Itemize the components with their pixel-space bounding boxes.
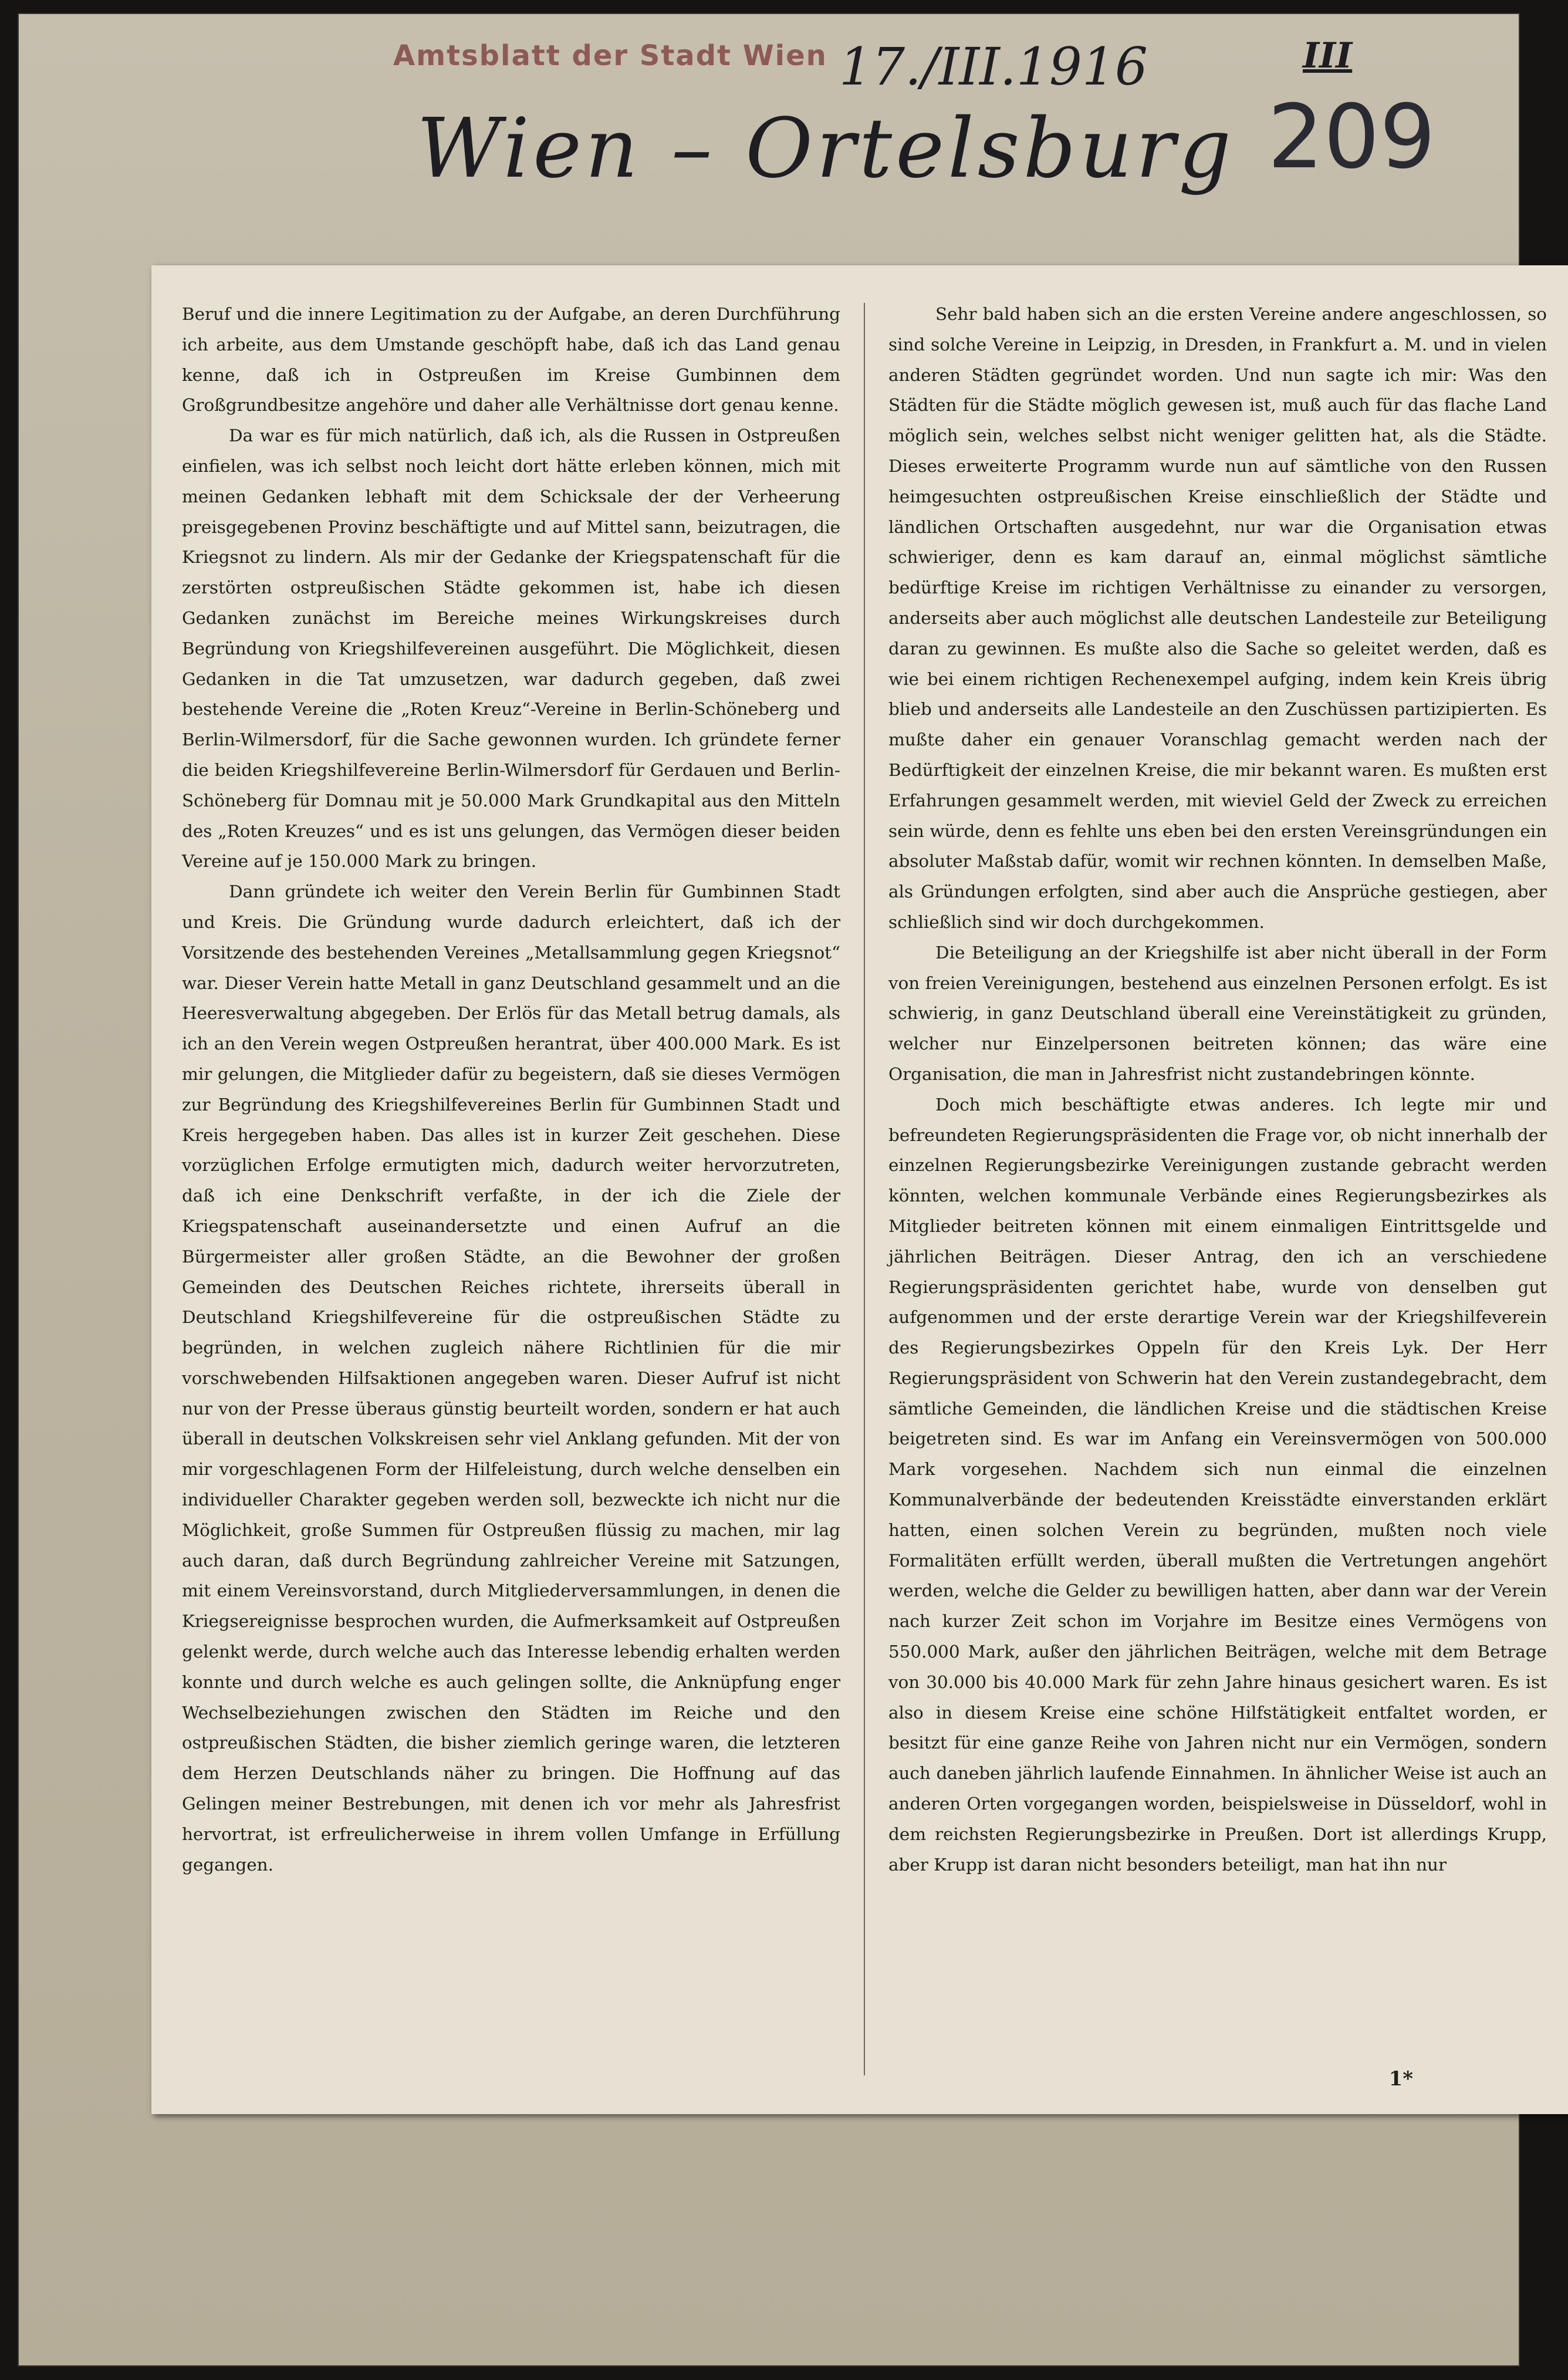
paragraph: Doch mich beschäftigte etwas anderes. Ich legte mir und befreundeten Regierungspräsidenten die Frage vor, ob nicht innerhalb der einzelnen Regierungsbezirke Vereinigungen zustande gebracht werden könnten, welchen kommunale Verbände eines Regierungsbezirkes als Mitglieder beitreten können mit einem einmaligen Eintrittsgelde und jährlichen Beiträgen. Dieser Antrag, den ich an verschiedene Regierungspräsidenten gerichtet habe, wurde von denselben gut aufgenommen und der erste derartige Verein war der Kriegshilfeverein des Regierungsbezirkes Oppeln für den Kreis Lyk. Der Herr Regierungspräsident von Schwerin hat den Verein zustandegebracht, dem sämtliche Gemeinden, die ländlichen Kreise und die städtischen Kreise beigetreten sind. Es war im Anfang ein Vereinsvermögen von 500.000 Mark vorgesehen. Nachdem sich nun einmal die einzelnen Kommunalverbände der bedeutenden Kreisstädte einverstanden erklärt hatten, einen solchen Verein zu begründen, mußten noch viele Formalitäten erfüllt werden, überall mußten die Vertretungen angehört werden, welche die Gelder zu bewilligen hatten, aber dann war der Verein nach kurzer Zeit schon im Vorjahre im Besitze eines Vermögens von 550.000 Mark, außer den jährlichen Beiträgen, welche mit dem Betrage von 30.000 bis 40.000 Mark für zehn Jahre hinaus gesichert waren. Es ist also in diesem Kreise eine schöne Hilfstätigkeit entfaltet worden, er besitzt für eine ganze Reihe von Jahren nicht nur ein Vermögen, sondern auch daneben jährlich laufende Einnahmen. In ähnlicher Weise ist auch an anderen Orten vorgegangen worden, beispielsweise in Düsseldorf, wohl in dem reichsten Regierungsbezirke in Preußen. Dort ist allerdings Krupp, aber Krupp ist daran nicht besonders beteiligt, man hat ihn nur (888, 1094, 1547, 1875)
page-mark: 1* (1388, 2067, 1413, 2091)
handwritten-place: Wien – Ortelsburg (417, 101, 1235, 197)
newspaper-clipping (151, 265, 1568, 2114)
paragraph: Dann gründete ich weiter den Verein Berlin für Gumbinnen Stadt und Kreis. Die Gründung wurde dadurch erleichtert, daß ich der Vorsitzende des bestehenden Vereines „Metallsammlung gegen Kriegsnot“ war. Dieser Verein hatte Metall in ganz Deutschland gesammelt und an die Heeresverwaltung abgegeben. Der Erlös für das Metall betrug damals, als ich an den Verein wegen Ostpreußen herantrat, über 400.000 Mark. Es ist mir gelungen, die Mitglieder dafür zu begeistern, daß sie dieses Vermögen zur Begründung des Kriegshilfevereines Berlin für Gumbinnen Stadt und Kreis hergegeben haben. Das alles ist in kurzer Zeit geschehen. Diese vorzüglichen Erfolge ermutigten mich, dadurch weiter hervorzutreten, daß ich eine Denkschrift verfaßte, in der ich die Ziele der Kriegspatenschaft auseinandersetzte und einen Aufruf an die Bürgermeister aller großen Städte, an die Bewohner der großen Gemeinden des Deutschen Reiches richtete, ihrerseits überall in Deutschland Kriegshilfevereine für die ostpreußischen Städte zu begründen, in welchen zugleich nähere Richtlinien für die mir vorschwebenden Hilfsaktionen angegeben waren. Dieser Aufruf ist nicht nur von der Presse überaus günstig beurteilt worden, sondern er hat auch überall in deutschen Volkskreisen sehr viel Anklang gefunden. Mit der von mir vorgeschlagenen Form der Hilfeleistung, durch welche denselben ein individueller Charakter gegeben werden soll, bezweckte ich nicht nur die Möglichkeit, große Summen für Ostpreußen flüssig zu machen, mir lag auch daran, daß durch Begründung zahlreicher Vereine mit Satzungen, mit einem Vereinsvorstand, durch Mitgliederversammlungen, in denen die Kriegsereignisse besprochen wurden, die Aufmerksamkeit auf Ostpreußen gelenkt werde, durch welche auch das Interesse lebendig erhalten werden konnte und durch welche es auch gelingen sollte, die Anknüpfung enger Wechselbeziehungen zwischen den Städten im Reiche und den ostpreußischen Städten, die bisher ziemlich geringe waren, die letzteren dem Herzen Deutschlands näher zu bringen. Die Hoffnung auf das Gelingen meiner Bestrebungen, mit denen ich vor mehr als Jahresfrist hervortrat, ist erfreulicherweise in ihrem vollen Umfange in Erfüllung gegangen. (182, 882, 840, 1875)
paragraph: Beruf und die innere Legitimation zu der Aufgabe, an deren Durchführung ich arbeite, aus dem Umstande geschöpft habe, daß ich das Land genau kenne, daß ich in Ostpreußen im Kreise Gumbinnen dem Großgrundbesitze angehöre und daher alle Verhältnisse dort genau kenne. (182, 304, 840, 416)
handwritten-date: 17./III.1916 (839, 36, 1148, 97)
paragraph: Sehr bald haben sich an die ersten Vereine andere angeschlossen, so sind solche Vereine in Leipzig, in Dresden, in Frankfurt a. M. und in vielen anderen Städten gegründet worden. Und nun sagte ich mir: Was den Städten für die Städte möglich gewesen ist, muß auch für das flache Land möglich sein, welches selbst nicht weniger gelitten hat, als die Städte. Dieses erweiterte Programm wurde nun auf sämtliche von den Russen heimgesuchten ostpreußischen Kreise einschließlich der Städte und ländlichen Ortschaften ausgedehnt, nur war die Organisation etwas schwieriger, denn es kam darauf an, einmal möglichst sämtliche bedürftige Kreise im richtigen Verhältnisse zu einander zu versorgen, anderseits aber auch möglichst alle deutschen Landesteile zur Beteiligung daran zu gewinnen. Es mußte also die Sache so geleitet werden, daß es wie bei einem richtigen Rechenexempel aufging, indem kein Kreis übrig blieb und anderseits alle Landesteile an den Zuschüssen partizipierten. Es mußte daher ein genauer Voranschlag gemacht werden nach der Bedürftigkeit der einzelnen Kreise, die mir bekannt waren. Es mußten erst Erfahrungen gesammelt werden, mit wieviel Geld der Zweck zu erreichen sein würde, denn es fehlte uns eben bei den ersten Vereinsgründungen ein absoluter Maßstab dafür, womit wir rechnen könnten. In demselben Maße, als Gründungen erfolgten, sind aber auch die Ansprüche gestiegen, aber schließlich sind wir doch durchgekommen. (888, 304, 1547, 932)
paragraph: Da war es für mich natürlich, daß ich, als die Russen in Ostpreußen einfielen, was ich selbst noch leicht dort hätte erleben können, mich mit meinen Gedanken lebhaft mit dem Schicksale der der Verheerung preisgegebenen Provinz beschäftigte und auf Mittel sann, beizutragen, die Kriegsnot zu lindern. Als mir der Gedanke der Kriegspatenschaft für die zerstörten ostpreußischen Städte gekommen ist, habe ich diesen Gedanken zunächst im Bereiche meines Wirkungskreises durch Begründung von Kriegshilfevereinen ausgeführt. Die Möglichkeit, diesen Gedanken in die Tat umzusetzen, war dadurch gegeben, daß zwei bestehende Vereine die „Roten Kreuz“-Vereine in Berlin-Schöneberg und Berlin-Wilmersdorf, für die Sache gewonnen wurden. Ich gründete ferner die beiden Kriegshilfevereine Berlin-Wilmersdorf für Gerdauen und Berlin-Schöneberg für Domnau mit je 50.000 Mark Grundkapital aus den Mitteln des „Roten Kreuzes“ und es ist uns gelungen, das Vermögen dieser beiden Vereine auf je 150.000 Mark zu bringen. (182, 426, 840, 872)
left-text-column (182, 299, 840, 2079)
paragraph: Die Beteiligung an der Kriegshilfe ist aber nicht überall in der Form von freien Vereinigungen, bestehend aus einzelnen Personen erfolgt. Es ist schwierig, in ganz Deutschland überall eine Vereinstätigkeit zu gründen, welcher nur Einzelpersonen beitreten können; das wäre eine Organisation, die man in Jahresfrist nicht zustandebringen könnte. (888, 942, 1547, 1084)
section-numeral: III (1303, 35, 1353, 76)
column-divider (864, 303, 865, 2075)
sheet-header (18, 13, 1520, 248)
folio-number: 209 (1268, 86, 1436, 188)
publication-stamp: Amtsblatt der Stadt Wien (393, 39, 827, 72)
right-text-column (888, 299, 1547, 2079)
archive-sheet (18, 13, 1547, 2367)
